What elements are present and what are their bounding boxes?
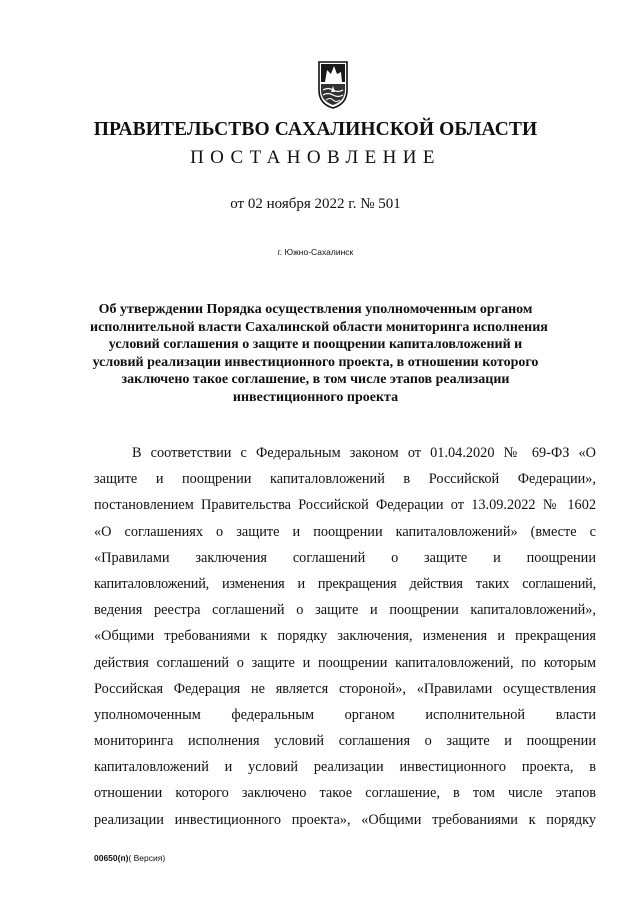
body-line: «Общими требованиями к порядку заключения, изменения и прекращения — [94, 628, 596, 645]
document-type: ПОСТАНОВЛЕНИЕ — [190, 147, 441, 168]
body-line: капиталовложений, изменения и прекращения действия таких соглашений, — [94, 575, 596, 592]
body-line: Российская Федерация не является стороной», «Правилами осуществления — [94, 680, 596, 697]
title-line: Об утверждении Порядка осуществления уполномоченным органом — [98, 302, 533, 317]
coat-of-arms-icon — [317, 60, 349, 110]
document-city: г. Южно-Сахалинск — [277, 247, 354, 257]
document-title — [90, 301, 548, 407]
body-line: отношении которого заключено такое соглашение, в том числе этапов — [94, 785, 596, 802]
title-line: исполнительной власти Сахалинской области мониторинга исполнения — [90, 319, 548, 335]
footer-version: ( Версия) — [128, 853, 166, 863]
body-line: действия соглашений о защите и поощрении капиталовложений, по которым — [94, 654, 596, 671]
body-line: постановлением Правительства Российской Федерации от 13.09.2022 № 1602 — [94, 497, 596, 514]
body-line: капиталовложений и условий реализации инвестиционного проекта, в — [94, 759, 596, 776]
body-line: защите и поощрении капиталовложений в Российской Федерации», — [94, 471, 596, 488]
body-line: В соответствии с Федеральным законом от 01.04.2020 № 69-ФЗ «О — [132, 445, 596, 461]
body-line: мониторинга исполнения условий соглашения о защите и поощрении — [94, 733, 596, 750]
body-line: «О соглашениях о защите и поощрении капиталовложений» (вместе с — [94, 523, 596, 540]
organization-name: ПРАВИТЕЛЬСТВО САХАЛИНСКОЙ ОБЛАСТИ — [93, 119, 538, 140]
footer-code: 00650(п) — [94, 853, 129, 863]
body-line: реализации инвестиционного проекта», «Общими требованиями к порядку — [94, 811, 596, 828]
body-line: ведения реестра соглашений о защите и поощрении капиталовложений», — [94, 602, 596, 619]
body-line: «Правилами заключения соглашений о защите и поощрении — [94, 549, 596, 566]
title-line: условий соглашения о защите и поощрении капиталовложений и — [108, 337, 523, 353]
title-line: заключено такое соглашение, в том числе этапов реализации — [121, 372, 510, 388]
title-line: условий реализации инвестиционного проекта, в отношении которого — [92, 354, 539, 370]
document-date-number: от 02 ноября 2022 г. № 501 — [230, 196, 401, 212]
body-line: уполномоченным федеральным органом исполнительной власти — [94, 706, 596, 723]
document-body — [94, 440, 596, 833]
page-footer — [94, 852, 165, 864]
title-line: инвестиционного проекта — [232, 389, 399, 405]
